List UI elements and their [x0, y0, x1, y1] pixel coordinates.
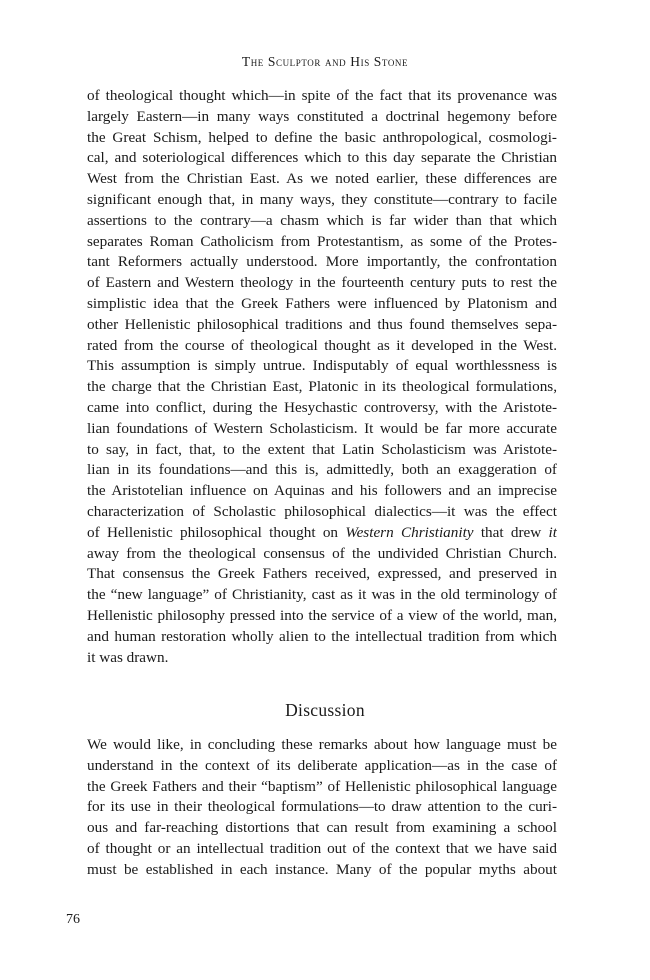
text-line: understand in the context of its deliberate application—as in the case of: [87, 756, 557, 774]
text-line: cal, and soteriological differences which to this day separate the Christian: [87, 149, 557, 167]
text-run: of Hellenistic philosophical thought on: [87, 523, 346, 541]
text-line: lian foundations of Western Scholasticism. It would be far more accurate: [87, 419, 557, 437]
text-line: to say, in fact, that, to the extent that Latin Scholasticism was Aristote-: [87, 440, 557, 458]
text-line: assertions to the contrary—a chasm which is far wider than that which: [87, 211, 557, 229]
text-line: of Eastern and Western theology in the fourteenth century puts to rest the: [87, 274, 557, 292]
text-line: came into conflict, during the Hesychastic controversy, with the Aristote-: [87, 398, 557, 416]
text-line: the “new language” of Christianity, cast as it was in the old terminology of: [87, 586, 557, 604]
text-line: of thought or an intellectual tradition out of the context that we have said: [87, 839, 557, 857]
page-number: 76: [66, 912, 80, 927]
text-line: of theological thought which—in spite of the fact that its provenance was: [87, 87, 557, 104]
text-line: ous and far-reaching distortions that can result from examining a school: [87, 819, 557, 837]
text-line-with-italics: [87, 523, 557, 544]
text-line: This assumption is simply untrue. Indisputably of equal worthlessness is: [87, 357, 557, 375]
text-line: for its use in their theological formulations—to draw attention to the curi-: [87, 798, 557, 816]
text-line: the Aristotelian influence on Aquinas and his followers and an imprecise: [87, 482, 557, 500]
text-line: largely Eastern—in many ways constituted a doctrinal hegemony before: [87, 107, 557, 125]
body-paragraph-2: [87, 735, 557, 881]
text-line: simplistic idea that the Greek Fathers were influenced by Platonism and: [87, 294, 557, 312]
running-head: The Sculptor and His Stone: [241, 54, 409, 69]
italic-term: it: [548, 523, 557, 541]
section-heading: Discussion: [285, 700, 365, 720]
text-line: tant Reformers actually understood. More importantly, the confrontation: [87, 253, 557, 271]
text-line: and human restoration wholly alien to the intellectual tradition from which: [87, 627, 557, 645]
text-line: That consensus the Greek Fathers received, expressed, and preserved in: [87, 565, 557, 583]
text-line: must be established in each instance. Many of the popular myths about: [87, 860, 557, 878]
text-line: the Great Schism, helped to define the basic anthropological, cosmologi-: [87, 128, 557, 146]
text-line: the charge that the Christian East, Platonic in its theological formulations,: [87, 378, 557, 396]
text-line: it was drawn.: [87, 648, 169, 666]
text-line: characterization of Scholastic philosophical dialectics—it was the effect: [87, 502, 557, 520]
body-paragraph-1: [87, 86, 557, 668]
text-line: the Greek Fathers and their “baptism” of Hellenistic philosophical language: [87, 777, 557, 795]
text-run: that drew: [473, 523, 549, 541]
text-line: rated from the course of theological thought as it developed in the West.: [87, 336, 557, 354]
text-line: other Hellenistic philosophical traditions and thus found themselves sepa-: [87, 315, 557, 333]
text-line: West from the Christian East. As we noted earlier, these differences are: [87, 170, 557, 188]
text-line: Hellenistic philosophy pressed into the service of a view of the world, man,: [87, 606, 557, 624]
text-line: We would like, in concluding these remarks about how language must be: [87, 736, 557, 753]
text-line: separates Roman Catholicism from Protestantism, as some of the Protes-: [87, 232, 557, 250]
text-line: lian in its foundations—and this is, admittedly, both an exaggeration of: [87, 461, 557, 479]
italic-term: Western Christianity: [345, 523, 474, 541]
text-line: significant enough that, in many ways, they constitute—contrary to facile: [87, 190, 557, 208]
text-line: away from the theological consensus of the undivided Christian Church.: [87, 544, 557, 562]
